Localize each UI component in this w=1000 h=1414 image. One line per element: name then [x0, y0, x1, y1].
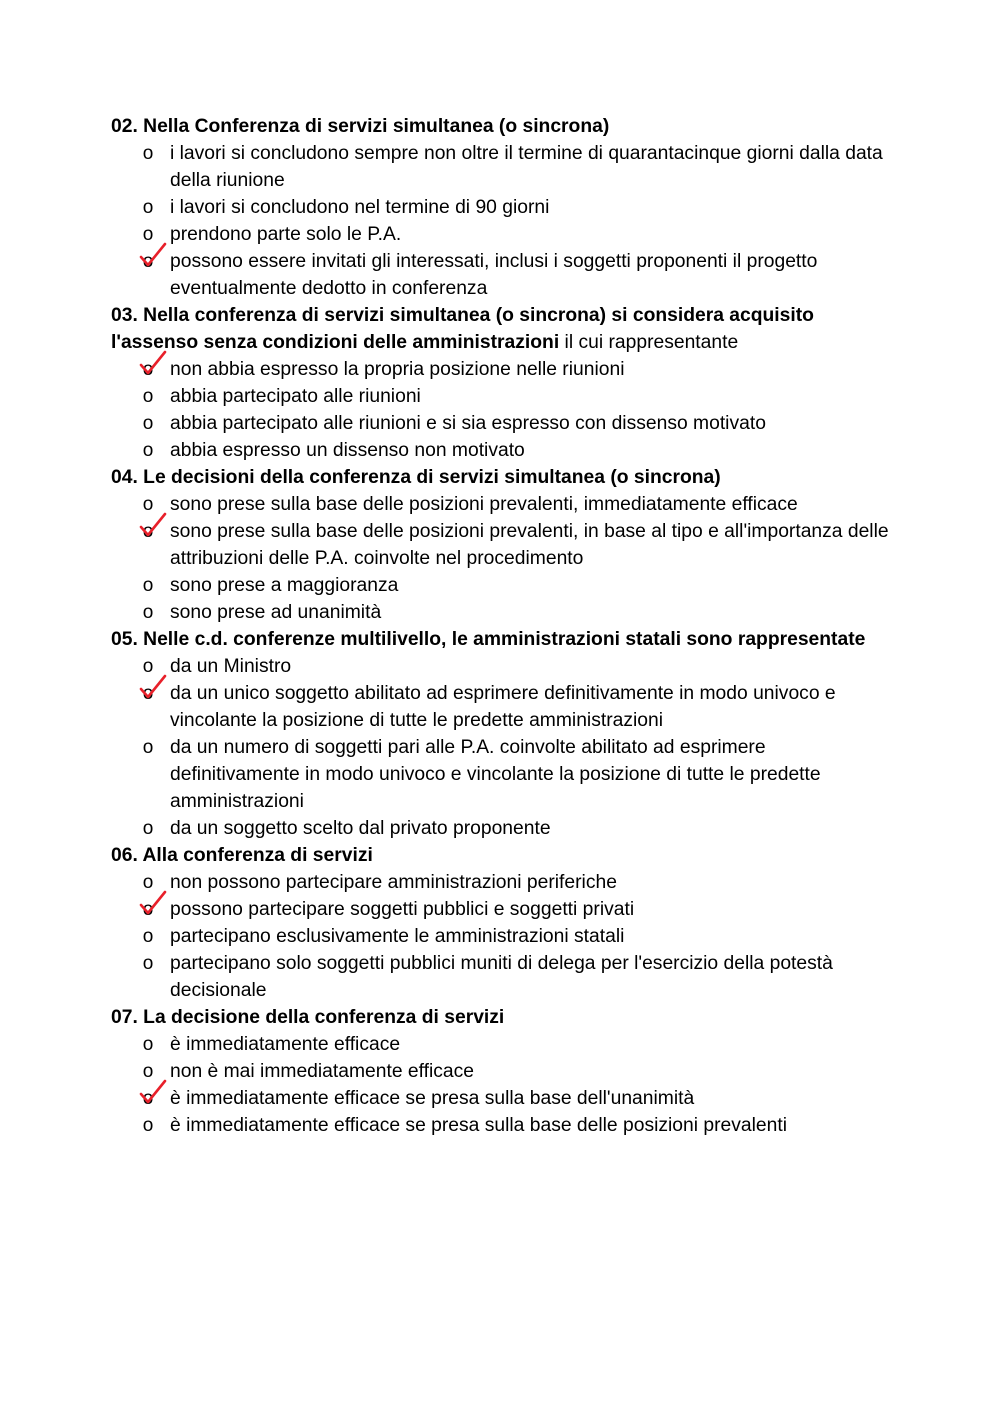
question-text [111, 626, 871, 653]
answer-option [142, 1112, 900, 1139]
answer-option [142, 491, 900, 518]
circle-bullet-icon: o [142, 224, 154, 245]
answer-option [142, 950, 900, 1004]
circle-bullet-icon: o [142, 494, 154, 515]
answer-option [142, 410, 900, 437]
answer-list [0, 1031, 1000, 1139]
answer-list [0, 491, 1000, 626]
circle-bullet-icon: o [142, 1088, 154, 1109]
answer-list [0, 356, 1000, 464]
circle-bullet-icon: o [142, 602, 154, 623]
answer-text: non è mai immediatamente efficace [170, 1061, 475, 1082]
answer-option [142, 221, 900, 248]
answer-text: non possono partecipare amministrazioni periferiche [170, 872, 617, 893]
answer-option [142, 194, 900, 221]
question-block [0, 302, 1000, 464]
question-title: 02. Nella Conferenza di servizi simultanea (o sincrona) [111, 116, 610, 137]
question-text [111, 113, 871, 140]
answer-option-correct [142, 248, 900, 302]
question-text [111, 842, 871, 869]
circle-bullet-icon: o [142, 926, 154, 947]
answer-option-correct [142, 1085, 900, 1112]
circle-bullet-icon: o [142, 656, 154, 677]
checkmark-icon [138, 672, 168, 702]
answer-option [142, 869, 900, 896]
answer-option [142, 815, 900, 842]
question-block [0, 113, 1000, 302]
question-title-continuation: il cui rappresentante [559, 332, 739, 353]
answer-option [142, 1031, 900, 1058]
answer-text: sono prese ad unanimità [170, 602, 382, 623]
circle-bullet-icon: o [142, 683, 154, 704]
question-block [0, 464, 1000, 626]
answer-text: abbia partecipato alle riunioni [170, 386, 421, 407]
question-block [0, 626, 1000, 842]
answer-text: i lavori si concludono sempre non oltre il termine di quarantacinque giorni dalla data della riunione [170, 143, 883, 191]
circle-bullet-icon: o [142, 413, 154, 434]
checkmark-icon [138, 888, 168, 918]
answer-text: da un Ministro [170, 656, 292, 677]
circle-bullet-icon: o [142, 737, 154, 758]
answer-option [142, 572, 900, 599]
answer-text: non abbia espresso la propria posizione nelle riunioni [170, 359, 625, 380]
circle-bullet-icon: o [142, 1115, 154, 1136]
answer-option-correct [142, 356, 900, 383]
circle-bullet-icon: o [142, 899, 154, 920]
checkmark-icon [138, 240, 168, 270]
answer-text: abbia espresso un dissenso non motivato [170, 440, 525, 461]
answer-text: sono prese sulla base delle posizioni prevalenti, in base al tipo e all'importanza delle attribuzioni delle P.A. coinvolte nel procedimento [170, 521, 889, 569]
question-text [111, 302, 871, 356]
answer-option [142, 437, 900, 464]
answer-option [142, 653, 900, 680]
question-text [111, 1004, 871, 1031]
question-title: 03. Nella conferenza di servizi simultanea (o sincrona) si considera acquisito l'assenso senza condizioni delle amministrazioni [111, 305, 814, 353]
answer-text: possono essere invitati gli interessati, inclusi i soggetti proponenti il progetto eventualmente dedotto in conferenza [170, 251, 818, 299]
circle-bullet-icon: o [142, 143, 154, 164]
circle-bullet-icon: o [142, 1061, 154, 1082]
answer-text: è immediatamente efficace se presa sulla base dell'unanimità [170, 1088, 695, 1109]
answer-text: da un soggetto scelto dal privato proponente [170, 818, 551, 839]
answer-text: sono prese a maggioranza [170, 575, 399, 596]
question-block [0, 1004, 1000, 1139]
question-text [111, 464, 871, 491]
answer-text: abbia partecipato alle riunioni e si sia espresso con dissenso motivato [170, 413, 766, 434]
answer-text: è immediatamente efficace [170, 1034, 401, 1055]
answer-text: è immediatamente efficace se presa sulla base delle posizioni prevalenti [170, 1115, 787, 1136]
circle-bullet-icon: o [142, 440, 154, 461]
answer-text: possono partecipare soggetti pubblici e soggetti privati [170, 899, 635, 920]
question-title: 06. Alla conferenza di servizi [111, 845, 373, 866]
answer-option-correct [142, 896, 900, 923]
answer-text: da un numero di soggetti pari alle P.A. coinvolte abilitato ad esprimere definitivamente in modo univoco e vincolante la posizione di tutte le predette amministrazioni [170, 737, 821, 812]
circle-bullet-icon: o [142, 953, 154, 974]
circle-bullet-icon: o [142, 251, 154, 272]
answer-text: sono prese sulla base delle posizioni prevalenti, immediatamente efficace [170, 494, 798, 515]
answer-text: partecipano esclusivamente le amministrazioni statali [170, 926, 625, 947]
question-title: 05. Nelle c.d. conferenze multilivello, le amministrazioni statali sono rappresentate [111, 629, 866, 650]
answer-list [0, 140, 1000, 302]
answer-option [142, 923, 900, 950]
answer-option [142, 734, 900, 815]
checkmark-icon [138, 510, 168, 540]
answer-text: prendono parte solo le P.A. [170, 224, 402, 245]
answer-list [0, 653, 1000, 842]
question-block [0, 842, 1000, 1004]
circle-bullet-icon: o [142, 197, 154, 218]
answer-option [142, 383, 900, 410]
question-title: 07. La decisione della conferenza di servizi [111, 1007, 505, 1028]
answer-option [142, 1058, 900, 1085]
answer-text: partecipano solo soggetti pubblici muniti di delega per l'esercizio della potestà decisionale [170, 953, 833, 1001]
answer-option [142, 140, 900, 194]
checkmark-icon [138, 348, 168, 378]
checkmark-icon [138, 1077, 168, 1107]
answer-text: i lavori si concludono nel termine di 90 giorni [170, 197, 550, 218]
circle-bullet-icon: o [142, 1034, 154, 1055]
circle-bullet-icon: o [142, 521, 154, 542]
circle-bullet-icon: o [142, 872, 154, 893]
circle-bullet-icon: o [142, 359, 154, 380]
question-title: 04. Le decisioni della conferenza di servizi simultanea (o sincrona) [111, 467, 721, 488]
answer-option-correct [142, 680, 900, 734]
circle-bullet-icon: o [142, 575, 154, 596]
answer-list [0, 869, 1000, 1004]
answer-text: da un unico soggetto abilitato ad esprimere definitivamente in modo univoco e vincolante la posizione di tutte le predette amministrazioni [170, 683, 836, 731]
answer-option-correct [142, 518, 900, 572]
circle-bullet-icon: o [142, 386, 154, 407]
answer-option [142, 599, 900, 626]
circle-bullet-icon: o [142, 818, 154, 839]
